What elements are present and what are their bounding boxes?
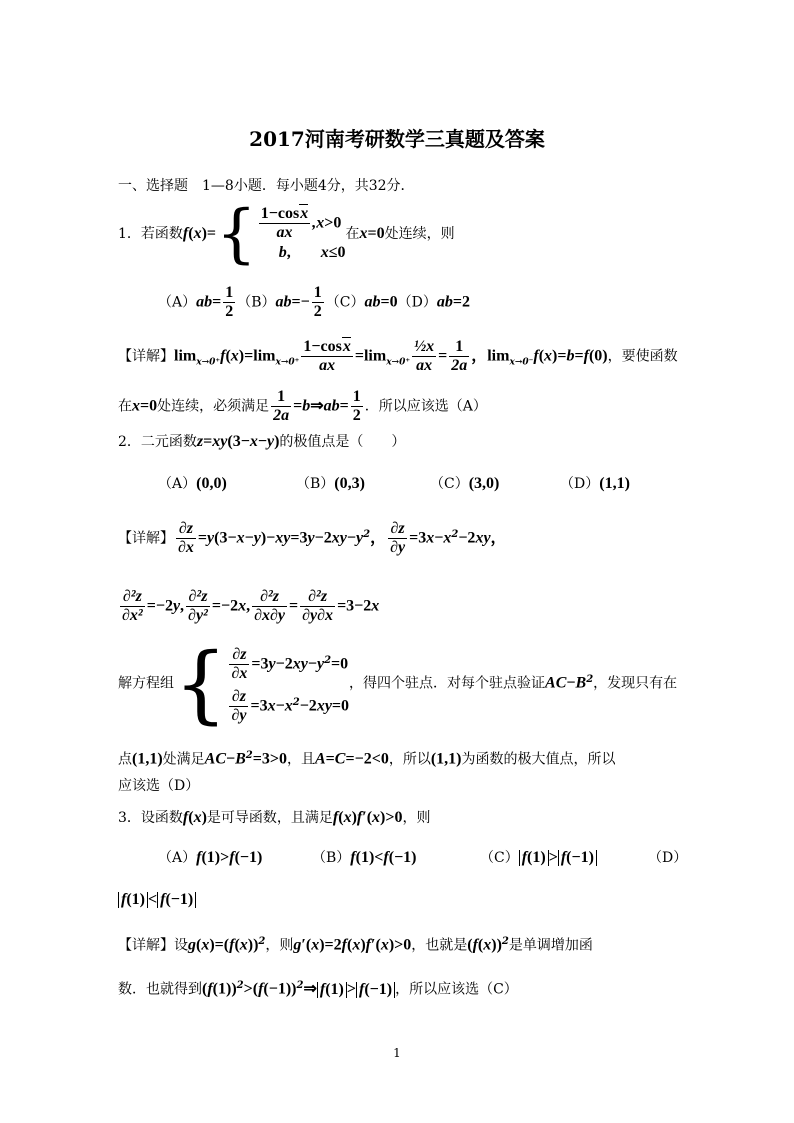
q3-option-a: （A）f(1)>f(−1) xyxy=(158,849,263,866)
page-number: 1 xyxy=(393,1046,401,1060)
brace: { xyxy=(216,197,257,271)
section-heading: 一、选择题 1—8小题．每小题4分，共32分． xyxy=(118,178,415,194)
q2-option-b: （B）(0,3) xyxy=(296,475,365,492)
q2-option-c: （C）(3,0) xyxy=(430,475,500,492)
q2-solve: 解方程组{ $\frac{\partial z}{\partial x}$ $=3y-2xy-y^2=0$ $\frac{\partial z}{\partial y}$ $=3x-x^2-2xy=0$ ，得四个驻点．对每个驻点验证$AC-B^2$，发现只有在 xyxy=(118,634,678,733)
q2-detail: 【详解】 $\frac{\partial z}{\partial x}$ $=y(3-x-y)-xy=3y-2xy-y^2$， $\frac{\partial z}{\partial y}$ $=3x-x^2-2xy$， xyxy=(118,520,507,556)
q3-detail-2: 数．也就得到$(f(1))^2>(f(-1))^2\Rightarrow$ f(1) > f(−1) ，所以应该选（C） xyxy=(118,980,518,998)
q2-second-derivatives: $\frac{\text{∂²z}}{\text{∂x²}}$ =−2y, $\frac{\text{∂²z}}{\text{∂y²}}$ =−2x, $\frac{\text{∂²z}}{\partial x\partial y}$ = $\frac{\text{∂²z}}{\partial y\partial x}$ =3−2x xyxy=(122,588,380,624)
page-title: 2017河南考研数学三真题及答案 xyxy=(249,127,545,151)
q1-detail: 【详解】$\lim_{x\to 0^+}f(x)=\lim_{x\to 0^+}$ $\frac{1-\cos x}{ax}$ $=\lim_{x\to 0^+}$ $\frac{\text{½x}}{ax}$ = $\frac{1}{2a}$ ，$\lim_{x\to 0^-}f(x)=b=f(0)$，要使函数 xyxy=(118,338,678,374)
q2-option-a: （A）(0,0) xyxy=(158,475,227,492)
question-1: 1．若函数f(x)={ $\frac{1-\cos x}{ax}$ ,x>0 b, x≤0 在x=0处连续，则 xyxy=(118,197,455,271)
q3-option-d-label: （D） xyxy=(648,850,688,866)
q1-options: （A）ab= $\frac{1}{2}$ （B）ab=− $\frac{1}{2}$ （C）ab=0（D）ab=2 xyxy=(158,284,470,320)
question-3: 3．设函数f(x)是可导函数，且满足f(x)f′(x)>0，则 xyxy=(118,809,431,826)
q2-option-d: （D）(1,1) xyxy=(560,475,630,492)
q3-option-b: （B）f(1)<f(−1) xyxy=(312,849,417,866)
q2-conclusion: 点(1,1)处满足$AC-B^2=3>0$，且A=C=−2<0，所以(1,1)为函数的极大值点，所以 xyxy=(118,750,616,768)
q3-detail: 【详解】设$g(x)=(f(x))^2$，则g′(x)=2f(x)f′(x)>0，也就是$(f(x))^2$是单调增加函 xyxy=(118,936,593,954)
q3-option-d: f(1) < f(−1) xyxy=(118,890,196,910)
q1-detail-2: 在x=0处连续，必须满足 $\frac{1}{2a}$ =b⇒ab= $\frac{1}{2}$ ．所以应该选（A） xyxy=(118,388,487,424)
q2-answer: 应该选（D） xyxy=(118,778,200,794)
q3-option-c: （C） f(1) > f(−1) xyxy=(480,848,597,868)
question-2: 2．二元函数z=xy(3−x−y)的极值点是（ ） xyxy=(118,433,406,450)
